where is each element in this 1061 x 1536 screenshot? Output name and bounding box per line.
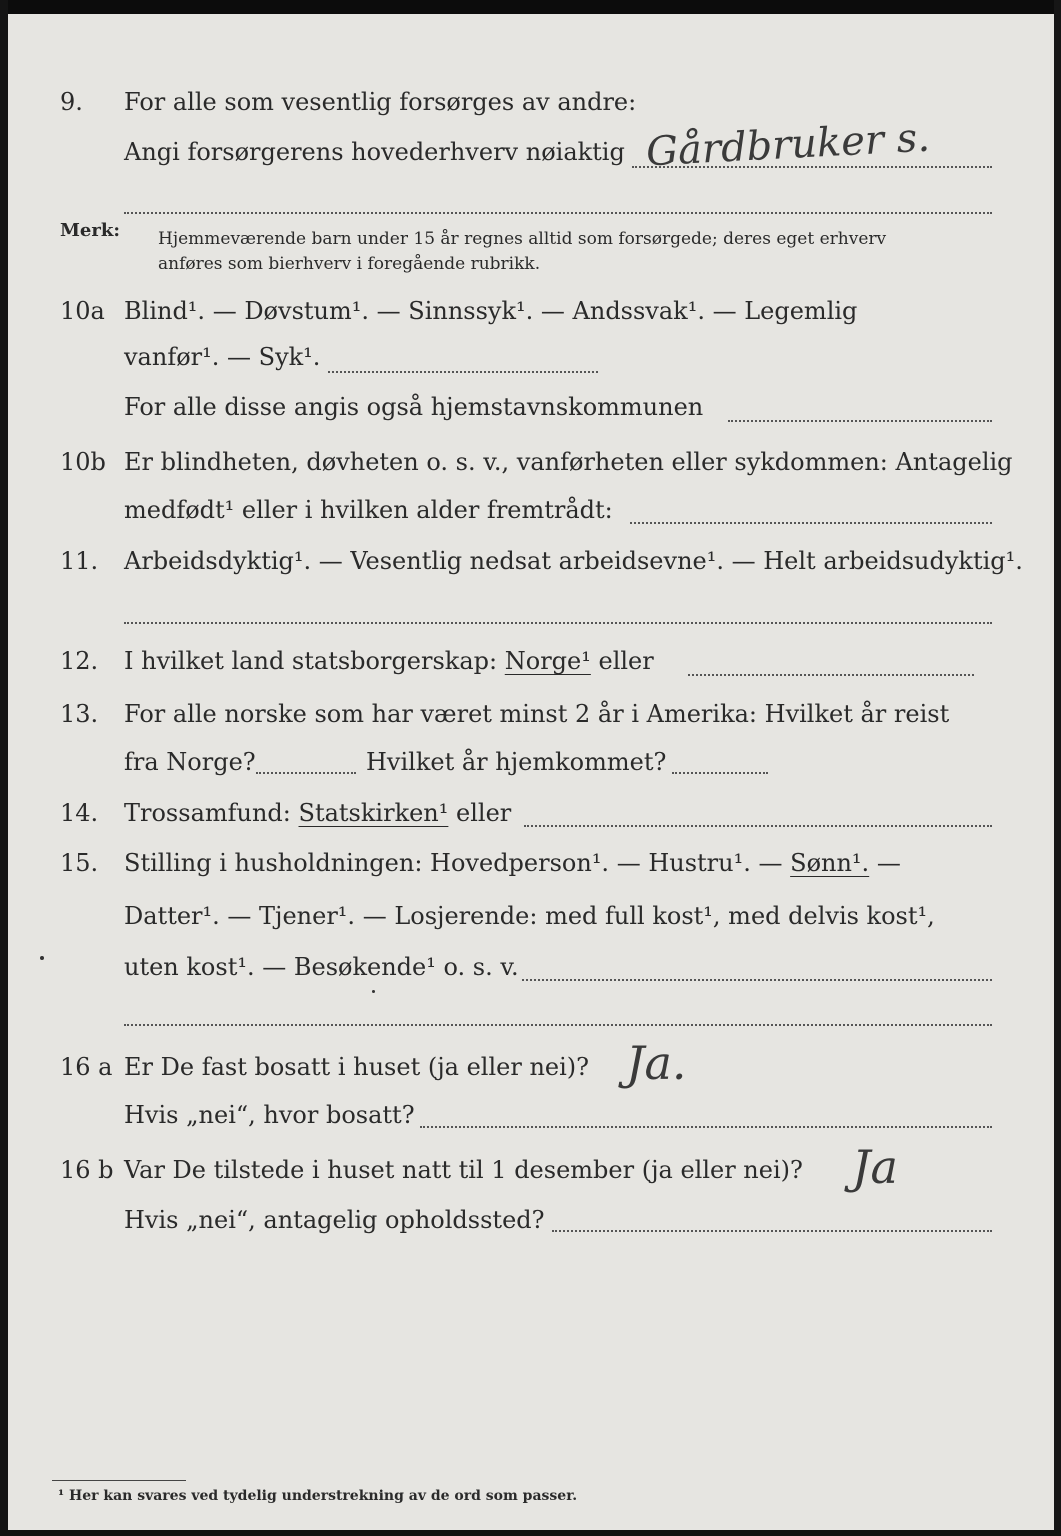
q10a-line3: For alle disse angis også hjemstavnskommunen — [124, 393, 704, 421]
q11-number: 11. — [60, 547, 99, 575]
q14-underlined-answer: Statskirken¹ — [298, 799, 449, 827]
q15-number: 15. — [60, 849, 99, 877]
q9-number: 9. — [60, 88, 83, 116]
q10b-number: 10b — [60, 448, 106, 476]
q9-line1: For alle som vesentlig forsørges av andre: — [124, 88, 637, 116]
q10a-municipality-line — [728, 420, 992, 422]
q15-underlined-answer: Sønn¹. — [790, 849, 870, 877]
q9-handwritten-answer: Gårdbruker s. — [644, 114, 932, 176]
q15-extra-line — [124, 1024, 992, 1026]
q11-line1: Arbeidsdyktig¹. — Vesentlig nedsat arbeidsevne¹. — Helt arbeidsudyktig¹. — [124, 547, 1023, 575]
footnote: ¹ Her kan svares ved tydelig understrekning av de ord som passer. — [58, 1488, 578, 1504]
q11-answer-line — [124, 622, 992, 624]
q13-part-b: Hvilket år hjemkommet? — [366, 748, 667, 776]
q9-line2: Angi forsørgerens hovederhverv nøiaktig — [124, 138, 625, 166]
q14-suffix: eller — [456, 799, 512, 827]
q10a-line2: vanfør¹. — Syk¹. — [124, 343, 321, 371]
q10a-number: 10a — [60, 297, 105, 325]
q12-line — [124, 647, 654, 675]
q15-line3: uten kost¹. — Besøkende¹ o. s. v. — [124, 953, 519, 981]
q14-answer-line — [524, 825, 992, 827]
q16b-answer-line — [552, 1230, 992, 1232]
q16a-line2: Hvis „nei“, hvor bosatt? — [124, 1101, 415, 1129]
q12-suffix: eller — [598, 647, 654, 675]
merk-line1: Hjemmeværende barn under 15 år regnes alltid som forsørgede; deres eget erhverv — [158, 229, 887, 249]
scan-border-top — [0, 0, 1061, 14]
scan-border-left — [0, 0, 8, 1536]
scan-border-right — [1054, 0, 1061, 1536]
merk-line2: anføres som bierhverv i foregående rubrikk. — [158, 254, 541, 274]
q15-line2: Datter¹. — Tjener¹. — Losjerende: med full kost¹, med delvis kost¹, — [124, 902, 935, 930]
q10b-answer-line — [630, 522, 992, 524]
q16a-line1: Er De fast bosatt i huset (ja eller nei)? — [124, 1053, 590, 1081]
q16b-line1: Var De tilstede i huset natt til 1 desember (ja eller nei)? — [124, 1156, 803, 1184]
q13-year-left-line — [256, 772, 356, 774]
q9-extra-line — [124, 212, 992, 214]
q12-underlined-answer: Norge¹ — [504, 647, 591, 675]
q16a-number: 16 a — [60, 1053, 113, 1081]
q13-number: 13. — [60, 700, 99, 728]
q16b-line2: Hvis „nei“, antagelig opholdssted? — [124, 1206, 545, 1234]
q16a-handwritten-answer: Ja. — [626, 1036, 687, 1090]
q15-line1-prefix: Stilling i husholdningen: Hovedperson¹. — Hustru¹. — — [124, 849, 783, 877]
footnote-rule — [52, 1480, 186, 1481]
q12-answer-line — [688, 674, 974, 676]
q16b-number: 16 b — [60, 1156, 114, 1184]
q14-line — [124, 799, 511, 827]
q13-year-returned-line — [672, 772, 768, 774]
q12-number: 12. — [60, 647, 99, 675]
q13-part-a: fra Norge? — [124, 748, 256, 776]
q12-prefix: I hvilket land statsborgerskap: — [124, 647, 498, 675]
merk-label: Merk: — [60, 220, 120, 241]
q16a-answer-line — [420, 1126, 992, 1128]
q16b-handwritten-answer: Ja — [852, 1140, 898, 1194]
q10a-line1: Blind¹. — Døvstum¹. — Sinnssyk¹. — Andssvak¹. — Legemlig — [124, 297, 858, 325]
ink-speck — [40, 956, 44, 960]
q14-prefix: Trossamfund: — [124, 799, 291, 827]
q13-line1: For alle norske som har været minst 2 år i Amerika: Hvilket år reist — [124, 700, 950, 728]
q10a-answer-line — [328, 371, 598, 373]
ink-speck — [372, 990, 375, 993]
scan-border-bottom — [0, 1530, 1061, 1536]
q15-line1-suffix: — — [876, 849, 901, 877]
q15-line1 — [124, 849, 901, 877]
q14-number: 14. — [60, 799, 99, 827]
q15-answer-line — [522, 979, 992, 981]
q10b-line2: medfødt¹ eller i hvilken alder fremtrådt: — [124, 496, 613, 524]
q10b-line1: Er blindheten, døvheten o. s. v., vanførheten eller sykdommen: Antagelig — [124, 448, 1013, 476]
